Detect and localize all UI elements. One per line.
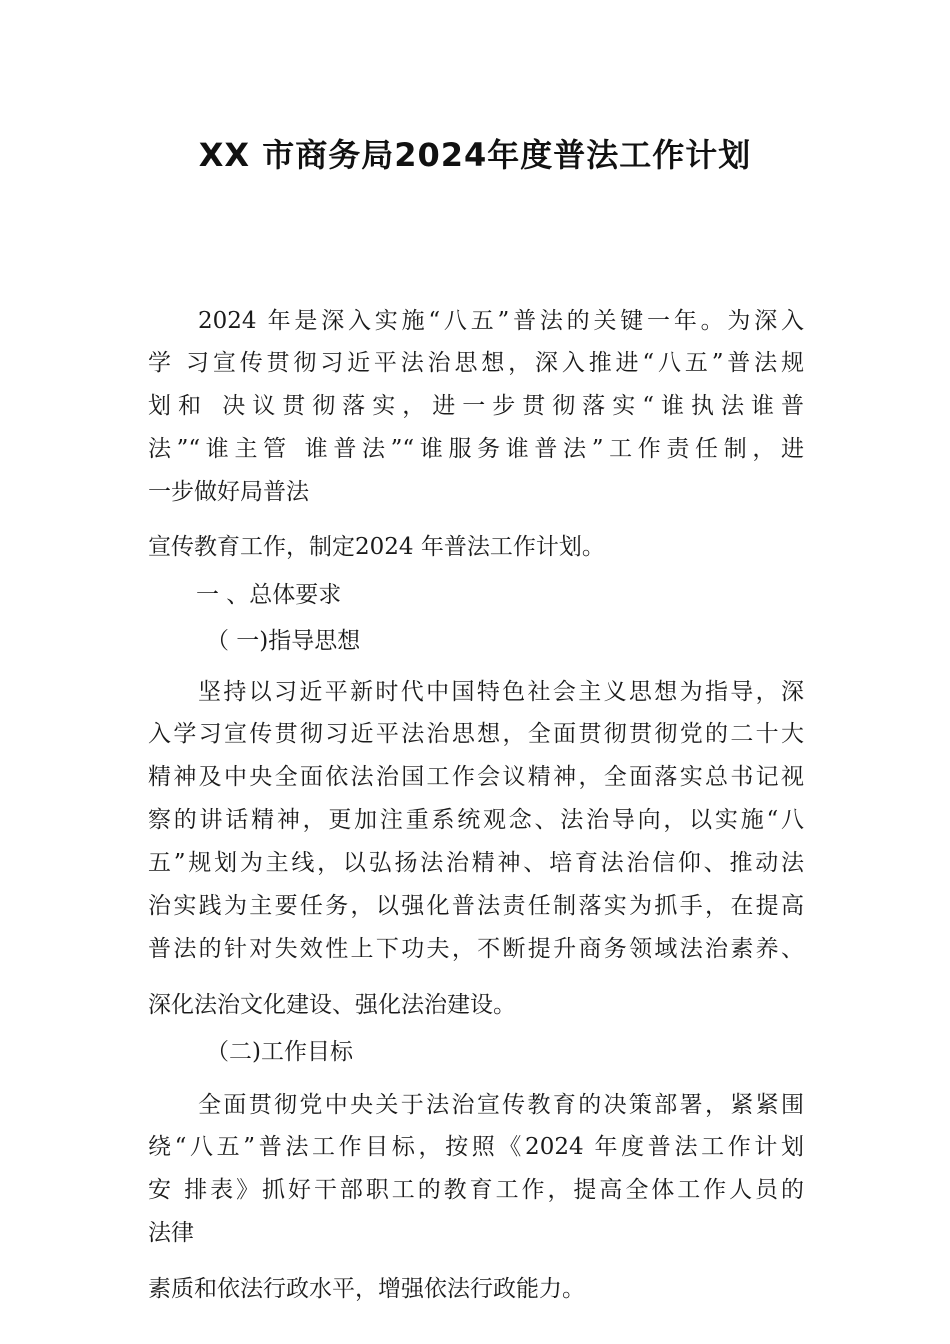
text-line: 法”“谁主管 谁普法”“谁服务谁普法”工作责任制，进 <box>148 436 804 462</box>
text-line: 深化法治文化建设、强化法治建设。 <box>148 992 516 1018</box>
text-line: 全面贯彻党中央关于法治宣传教育的决策部署，紧紧围 <box>198 1092 804 1118</box>
text-line: 2024 年是深入实施“八五”普法的关键一年。为深入 <box>198 308 804 334</box>
text-line: 治实践为主要任务，以强化普法责任制落实为抓手，在提高 <box>148 893 804 919</box>
text-line: 一步做好局普法 <box>148 479 309 505</box>
subsection-heading: （ 一)指导思想 <box>206 628 361 654</box>
section-heading: 一 、总体要求 <box>196 582 342 608</box>
text-line: 宣传教育工作，制定2024 年普法工作计划。 <box>148 534 605 560</box>
text-line: 精神及中央全面依法治国工作会议精神，全面落实总书记视 <box>148 764 804 790</box>
text-line: 安 排表》抓好干部职工的教育工作，提高全体工作人员的 <box>148 1177 804 1203</box>
text-line: 普法的针对失效性上下功夫，不断提升商务领域法治素养、 <box>148 936 804 962</box>
text-line: 察的讲话精神，更加注重系统观念、法治导向，以实施“八 <box>148 807 804 833</box>
text-line: 法律 <box>148 1220 194 1246</box>
text-line: 素质和依法行政水平，增强依法行政能力。 <box>148 1276 585 1302</box>
text-line: 划和 决议贯彻落实，进一步贯彻落实“谁执法谁普 <box>148 393 804 419</box>
text-line: 坚持以习近平新时代中国特色社会主义思想为指导，深 <box>198 679 804 705</box>
text-line: 入学习宣传贯彻习近平法治思想，全面贯彻贯彻党的二十大 <box>148 721 804 747</box>
text-line: 五”规划为主线，以弘扬法治精神、培育法治信仰、推动法 <box>148 850 804 876</box>
text-line: 学 习宣传贯彻习近平法治思想，深入推进“八五”普法规 <box>148 350 804 376</box>
subsection-heading: （二)工作目标 <box>206 1039 353 1065</box>
text-line: 绕“八五”普法工作目标，按照《2024 年度普法工作计划 <box>148 1134 804 1160</box>
document-title: XX 市商务局2024年度普法工作计划 <box>198 136 752 174</box>
